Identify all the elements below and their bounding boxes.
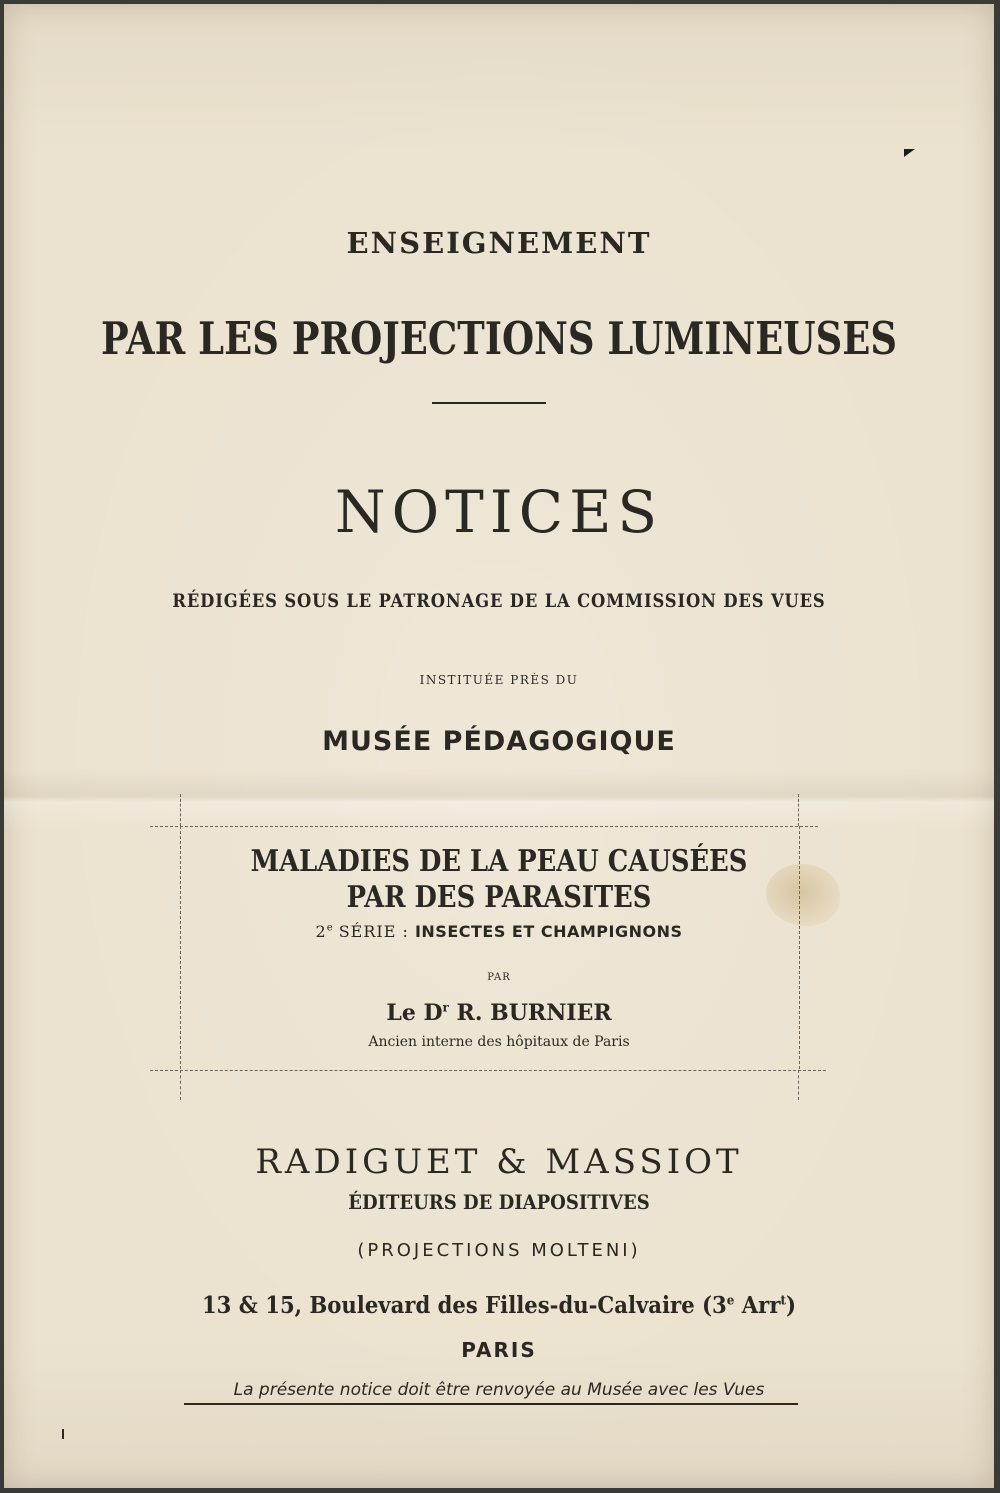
document-page [4, 4, 994, 1488]
heading-projections: PAR LES PROJECTIONS LUMINEUSES [100, 312, 898, 365]
heading-enseignement: ENSEIGNEMENT [346, 226, 652, 260]
divider-rule [432, 402, 546, 404]
address-sup1: e [726, 1293, 735, 1309]
author-name: R. BURNIER [448, 1000, 612, 1026]
subtitle-instituee: INSTITUÉE PRÈS DU [419, 673, 579, 687]
frame-bottom-border [150, 1070, 826, 1071]
subtitle-musee: MUSÉE PÉDAGOGIQUE [322, 726, 676, 757]
return-notice: La présente notice doit être renvoyée au Musée avec les Vues [233, 1380, 765, 1400]
author-sup: r [442, 1000, 449, 1015]
book-author-title: Ancien interne des hôpitaux de Paris [368, 1034, 630, 1050]
subtitle-redigees: RÉDIGÉES SOUS LE PATRONAGE DE LA COMMISSION DES VUES [172, 590, 826, 612]
book-title-line1: MALADIES DE LA PEAU CAUSÉES [250, 844, 748, 879]
frame-top-border [150, 826, 818, 827]
address-main: 13 & 15, Boulevard des Filles-du-Calvaire (3 [201, 1292, 727, 1319]
serie-label: SÉRIE : [332, 922, 415, 941]
title-notices: NOTICES [334, 478, 664, 546]
author-prefix: Le D [386, 1000, 443, 1026]
publisher-name: RADIGUET & MASSIOT [255, 1142, 743, 1182]
book-title-line2: PAR DES PARASITES [346, 880, 652, 915]
publisher-role: ÉDITEURS DE DIAPOSITIVES [348, 1190, 650, 1214]
book-par: PAR [487, 972, 511, 983]
serie-title: INSECTES ET CHAMPIGNONS [414, 922, 683, 941]
publisher-projections: (PROJECTIONS MOLTENI) [357, 1240, 641, 1261]
frame-left-bottom-tick [180, 1070, 181, 1100]
paper-fold [4, 769, 994, 829]
address-sup2: t [780, 1293, 787, 1309]
book-author [4, 1000, 994, 1026]
address-close: ) [786, 1292, 797, 1319]
frame-right-top-tick [798, 794, 799, 826]
corner-mark [904, 149, 915, 157]
frame-right-bottom-tick [798, 1070, 799, 1100]
publisher-city: PARIS [461, 1338, 537, 1362]
tick-mark [62, 1429, 64, 1439]
publisher-address [44, 1292, 955, 1319]
book-serie [4, 922, 994, 941]
address-arr: Arr [734, 1292, 781, 1319]
serie-sup: e [326, 922, 333, 934]
frame-left-top-tick [180, 794, 181, 826]
serie-number: 2 [315, 922, 327, 941]
return-notice-underline [184, 1403, 798, 1405]
